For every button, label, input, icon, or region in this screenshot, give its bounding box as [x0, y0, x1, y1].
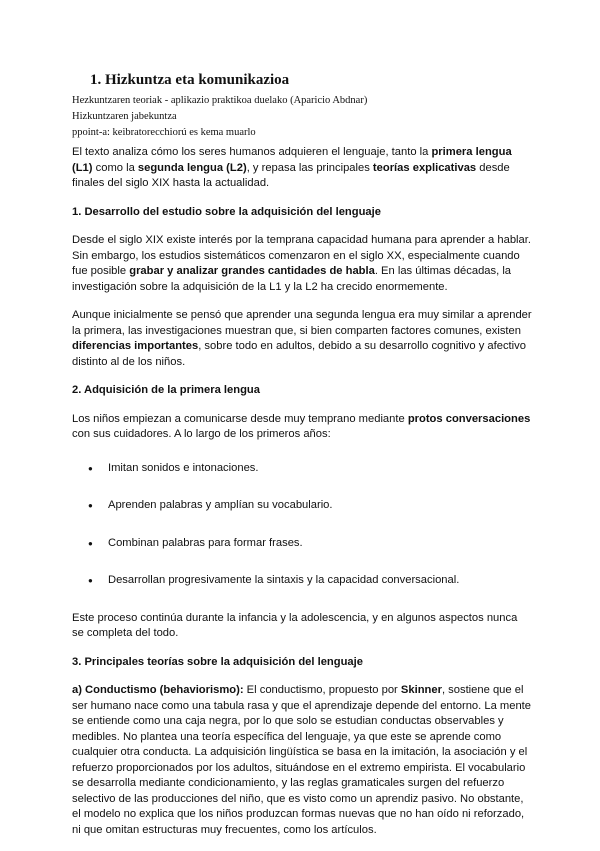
section-heading-1: 1. Desarrollo del estudio sobre la adquisición del lenguaje — [72, 205, 381, 218]
list-item: ● Combinan palabras para formar frases. — [72, 536, 532, 552]
subtitle-line-3: ppoint-a: keibratorecchiorú es kema muarlo — [72, 127, 256, 138]
section3-paragraph-a: a) Conductismo (behaviorismo): El conductismo, propuesto por Skinner, sostiene que el ser humano nace como una tabula rasa y que el aprendizaje depende del entorno. La mente se entiende como una caja negra, por lo que solo se estudian conductas observables y medibles. No plantea una teoría específica del lenguaje, ya que este se aprende como cualquier otra conducta. La adquisición lingüística se basa en la imitación, la asociación y el refuerzo proporcionados por los adultos, situándose en el extremo empirista. El vocabulario se desarrolla mediante condicionamiento, y las reglas gramaticales surgen del refuerzo selectivo de las producciones del niño, que es visto como un aprendiz pasivo. No obstante, el modelo no explica que los niños produzcan formas nuevas que no han oído ni reforzado, ni que omitan estructuras muy frecuentes, como los artículos. — [72, 684, 532, 836]
list-item: ● Desarrollan progresivamente la sintaxis y la capacidad conversacional. — [72, 573, 532, 589]
subtitle-line-1: Hezkuntzaren teoriak - aplikazio praktikoa duelako (Aparicio Abdnar) — [72, 95, 368, 106]
section1-paragraph-1: Desde el siglo XIX existe interés por la temprana capacidad humana para aprender a hablar. Sin embargo, los estudios sistemáticos comenzaron en el siglo XX, especialmente cuando fue posible grabar y analizar grandes cantidades de habla. En las últimas décadas, la investigación sobre la adquisición de la L1 y la L2 ha crecido enormemente. — [72, 234, 531, 293]
section2-paragraph-2: Este proceso continúa durante la infancia y la adolescencia, y en algunos aspectos nunca se completa del todo. — [72, 611, 518, 639]
section2-paragraph-1: Los niños empiezan a comunicarse desde muy temprano mediante protos conversaciones con sus cuidadores. A lo largo de los primeros años: — [72, 412, 531, 440]
list-item: ● Imitan sonidos e intonaciones. — [72, 461, 532, 477]
document-body — [72, 145, 532, 851]
section-heading-2: 2. Adquisición de la primera lengua — [72, 384, 260, 396]
section1-paragraph-2: Aunque inicialmente se pensó que aprender una segunda lengua era muy similar a aprender la primera, las investigaciones muestran que, si bien comparten factores comunes, existen diferencias importantes, sobre todo en adultos, debido a su desarrollo cognitivo y afectivo distinto al de los niños. — [72, 309, 532, 368]
subtitle-line-2: Hizkuntzaren jabekuntza — [72, 111, 177, 122]
list-item: ● Aprenden palabras y amplían su vocabulario. — [72, 498, 532, 514]
bullet-list — [72, 461, 532, 589]
intro-paragraph: El texto analiza cómo los seres humanos adquieren el lenguaje, tanto la primera lengua (L1) como la segunda lengua (L2), y repasa las principales teorías explicativas desde finales del siglo XIX hasta la actualidad. — [72, 146, 512, 189]
section-heading-3: 3. Principales teorías sobre la adquisición del lenguaje — [72, 655, 363, 668]
page-title: 1. Hizkuntza eta komunikazioa — [90, 72, 290, 88]
